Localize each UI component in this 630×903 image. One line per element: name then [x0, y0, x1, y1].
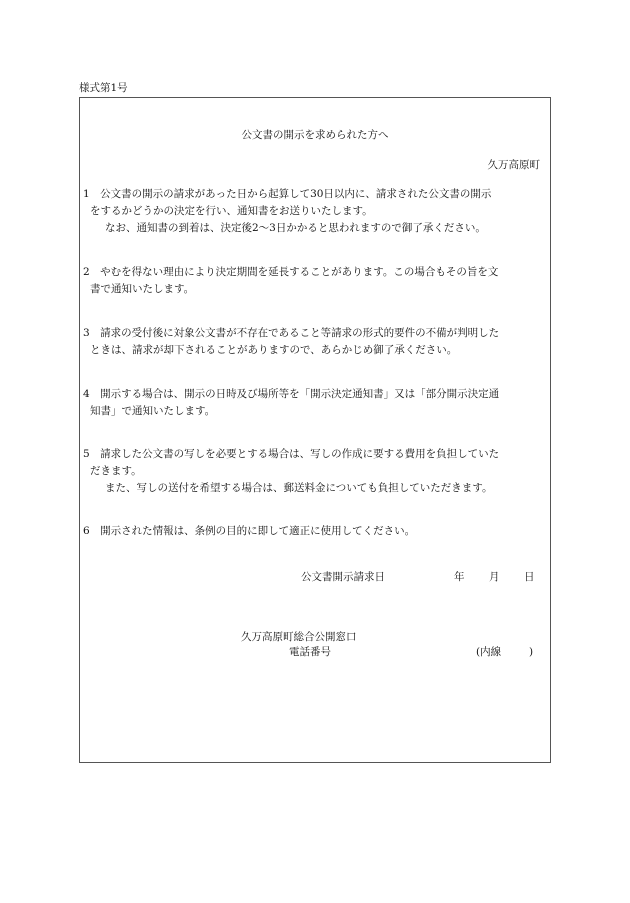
- issuer-name: 久万高原町: [487, 159, 540, 171]
- notice-line: ときは、請求が却下されることがありますので、あらかじめ御了承ください。: [90, 344, 458, 356]
- notice-line: 書で通知いたします。: [90, 283, 195, 295]
- extension-close: ): [529, 646, 534, 658]
- request-date-row: [0, 569, 630, 587]
- notice-item-4: [83, 386, 553, 420]
- notice-line: 知書」で通知いたします。: [90, 405, 216, 417]
- day-label: 日: [524, 571, 535, 583]
- notice-line: だきます。: [90, 465, 142, 477]
- notice-line: 3 請求の受付後に対象公文書が不存在であること等請求の形式的要件の不備が判明した: [83, 327, 500, 339]
- notice-line: また、写しの送付を希望する場合は、郵送料金についても負担していただきます。: [105, 482, 493, 494]
- notice-item-2: [83, 264, 553, 298]
- notice-item-3: [83, 325, 553, 359]
- notice-line: 5 請求した公文書の写しを必要とする場合は、写しの作成に要する費用を負担していた: [83, 448, 500, 460]
- notice-item-5: [83, 446, 553, 497]
- month-label: 月: [489, 571, 500, 583]
- document-title: 公文書の開示を求められた方へ: [241, 129, 389, 141]
- notice-line: なお、通知書の到着は、決定後2〜3日かかると思われますので御了承ください。: [105, 222, 486, 234]
- year-label: 年: [454, 571, 465, 583]
- phone-row: [0, 644, 630, 662]
- notice-line: 1 公文書の開示の請求があった日から起算して30日以内に、請求された公文書の開示: [83, 188, 492, 200]
- notice-item-1: [83, 186, 553, 237]
- request-date-label: 公文書開示請求日: [301, 571, 385, 583]
- notice-line: 6 開示された情報は、条例の目的に即して適正に使用してください。: [83, 525, 416, 537]
- notice-line: 4 開示する場合は、開示の日時及び場所等を「開示決定通知書」又は「部分開示決定通: [83, 388, 500, 400]
- office-name: 久万高原町総合公開窓口: [241, 631, 357, 643]
- phone-label: 電話番号: [289, 646, 331, 658]
- notice-line: 2 やむを得ない理由により決定期間を延長することがあります。この場合もその旨を文: [83, 266, 499, 278]
- form-number: 様式第1号: [79, 82, 128, 94]
- notice-item-6: [83, 523, 553, 540]
- notice-line: をするかどうかの決定を行い、通知書をお送りいたします。: [90, 205, 373, 217]
- extension-open: (内線: [476, 646, 502, 658]
